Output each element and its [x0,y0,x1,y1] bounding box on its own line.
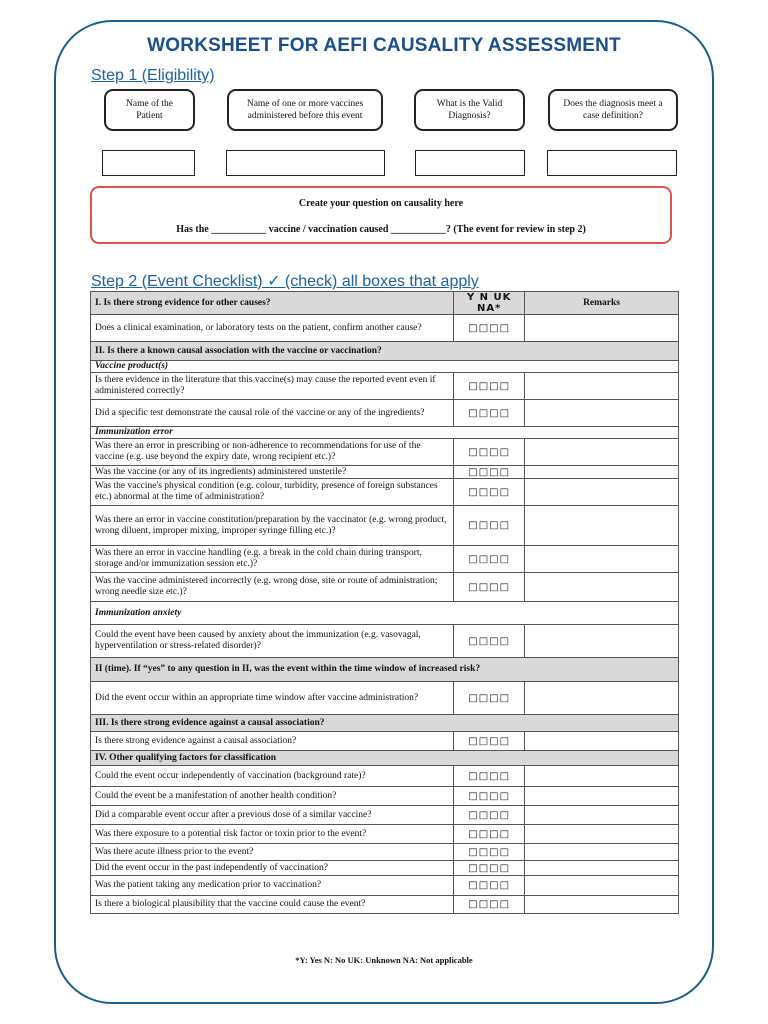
remarks-cell[interactable] [525,896,679,914]
section-title: III. Is there strong evidence against a causal association? [91,715,679,732]
question-text: Did a comparable event occur after a previous dose of a similar vaccine? [91,806,454,825]
remarks-cell[interactable] [525,625,679,658]
section-title: II. Is there a known causal association with the vaccine or vaccination? [91,342,679,361]
answer-checkboxes[interactable]: □□□□ [454,625,525,658]
valid-diagnosis-field[interactable] [415,150,525,176]
question-row [91,315,679,342]
answer-checkboxes[interactable]: □□□□ [454,806,525,825]
event-checklist-table [90,291,679,914]
remarks-cell[interactable] [525,861,679,876]
answer-checkboxes[interactable]: □□□□ [454,546,525,573]
question-row [91,466,679,479]
question-text: Could the event have been caused by anxiety about the immunization (e.g. vasovagal, hyperventilation or stress-related disorder)? [91,625,454,658]
answer-checkboxes[interactable]: □□□□ [454,861,525,876]
question-row [91,806,679,825]
question-text: Was there an error in vaccine constitution/preparation by the vaccinator (e.g. wrong product, wrong diluent, improper mixing, improper syringe filling etc.)? [91,506,454,546]
answer-checkboxes[interactable]: □□□□ [454,373,525,400]
question-text: Was the vaccine administered incorrectly (e.g. wrong dose, site or route of administration; wrong needle size etc.)? [91,573,454,602]
page-title: WORKSHEET FOR AEFI CAUSALITY ASSESSMENT [147,35,621,56]
question-text: Was there acute illness prior to the event? [91,844,454,861]
subsection-row [91,602,679,625]
remarks-cell[interactable] [525,766,679,787]
remarks-cell[interactable] [525,806,679,825]
remarks-cell[interactable] [525,479,679,506]
subsection-row [91,427,679,439]
answer-checkboxes[interactable]: □□□□ [454,682,525,715]
answer-checkboxes[interactable]: □□□□ [454,844,525,861]
question-row [91,625,679,658]
question-text: Was there an error in prescribing or non-adherence to recommendations for use of the vaccine (e.g. use beyond the expiry date, wrong recipient etc.)? [91,439,454,466]
section-header-row [91,751,679,766]
question-row [91,766,679,787]
answer-checkboxes[interactable]: □□□□ [454,732,525,751]
question-text: Was the vaccine's physical condition (e.g. colour, turbidity, presence of foreign substances etc.) abnormal at the time of administration? [91,479,454,506]
step2-heading: Step 2 (Event Checklist) ✓ (check) all boxes that apply [91,273,479,290]
question-row [91,732,679,751]
answer-checkboxes[interactable]: □□□□ [454,766,525,787]
question-text: Was the vaccine (or any of its ingredients) administered unsterile? [91,466,454,479]
valid-diagnosis-label: What is the Valid Diagnosis? [414,89,525,131]
question-text: Is there evidence in the literature that this vaccine(s) may cause the reported event even if administered correctly? [91,373,454,400]
question-row [91,682,679,715]
question-text: Was there an error in vaccine handling (e.g. a break in the cold chain during transport, storage and/or immunization session etc.)? [91,546,454,573]
question-row [91,825,679,844]
answer-checkboxes[interactable]: □□□□ [454,876,525,896]
question-text: Is there strong evidence against a causal association? [91,732,454,751]
case-definition-field[interactable] [547,150,677,176]
case-definition-label: Does the diagnosis meet a case definition? [548,89,678,131]
question-text: Is there a biological plausibility that the vaccine could cause the event? [91,896,454,914]
patient-name-label: Name of the Patient [104,89,195,131]
section-title: II (time). If “yes” to any question in II, was the event within the time window of increased risk? [91,658,679,682]
question-text: Did the event occur within an appropriate time window after vaccine administration? [91,682,454,715]
remarks-cell[interactable] [525,876,679,896]
remarks-cell[interactable] [525,506,679,546]
answer-checkboxes[interactable]: □□□□ [454,787,525,806]
question-row [91,861,679,876]
question-text: Could the event occur independently of vaccination (background rate)? [91,766,454,787]
remarks-cell[interactable] [525,373,679,400]
remarks-cell[interactable] [525,466,679,479]
remarks-cell[interactable] [525,682,679,715]
remarks-cell[interactable] [525,400,679,427]
patient-name-field[interactable] [102,150,195,176]
subsection-title: Vaccine product(s) [91,361,679,373]
question-row [91,546,679,573]
causality-question-title: Create your question on causality here [298,198,464,209]
section-header-row [91,342,679,361]
subsection-title: Immunization anxiety [91,602,679,625]
answer-checkboxes[interactable]: □□□□ [454,896,525,914]
causality-question-box [90,186,672,244]
answer-checkboxes[interactable]: □□□□ [454,573,525,602]
section-header-row [91,658,679,682]
question-row [91,400,679,427]
question-text: Was there exposure to a potential risk factor or toxin prior to the event? [91,825,454,844]
question-text: Could the event be a manifestation of another health condition? [91,787,454,806]
remarks-column-header: Remarks [525,292,679,315]
question-text: Was the patient taking any medication prior to vaccination? [91,876,454,896]
question-row [91,844,679,861]
remarks-cell[interactable] [525,573,679,602]
answer-checkboxes[interactable]: □□□□ [454,466,525,479]
answer-checkboxes[interactable]: □□□□ [454,479,525,506]
question-row [91,479,679,506]
vaccines-field[interactable] [226,150,385,176]
answer-column-header: Y N UK NA* [454,292,525,315]
section-title: IV. Other qualifying factors for classification [91,751,679,766]
answer-checkboxes[interactable]: □□□□ [454,825,525,844]
question-text: Did the event occur in the past independently of vaccination? [91,861,454,876]
answer-checkboxes[interactable]: □□□□ [454,439,525,466]
subsection-title: Immunization error [91,427,679,439]
legend-footnote: *Y: Yes N: No UK: Unknown NA: Not applicable [295,955,473,965]
remarks-cell[interactable] [525,546,679,573]
remarks-cell[interactable] [525,439,679,466]
remarks-cell[interactable] [525,732,679,751]
remarks-cell[interactable] [525,825,679,844]
question-row [91,573,679,602]
remarks-cell[interactable] [525,787,679,806]
causality-question-text: Has the ___________ vaccine / vaccination caused ___________? (The event for review in step 2) [176,224,586,235]
section-title: I. Is there strong evidence for other causes? [91,292,454,315]
question-row [91,876,679,896]
question-row [91,896,679,914]
remarks-cell[interactable] [525,844,679,861]
question-row [91,439,679,466]
question-row [91,373,679,400]
answer-checkboxes[interactable]: □□□□ [454,315,525,342]
remarks-cell[interactable] [525,315,679,342]
question-row [91,506,679,546]
subsection-row [91,361,679,373]
vaccines-label: Name of one or more vaccines administered before this event [227,89,383,131]
question-text: Did a specific test demonstrate the causal role of the vaccine or any of the ingredients? [91,400,454,427]
step1-heading: Step 1 (Eligibility) [91,67,215,84]
section-header-row [91,715,679,732]
question-text: Does a clinical examination, or laboratory tests on the patient, confirm another cause? [91,315,454,342]
question-row [91,787,679,806]
answer-checkboxes[interactable]: □□□□ [454,400,525,427]
answer-checkboxes[interactable]: □□□□ [454,506,525,546]
section-header-row [91,292,679,315]
